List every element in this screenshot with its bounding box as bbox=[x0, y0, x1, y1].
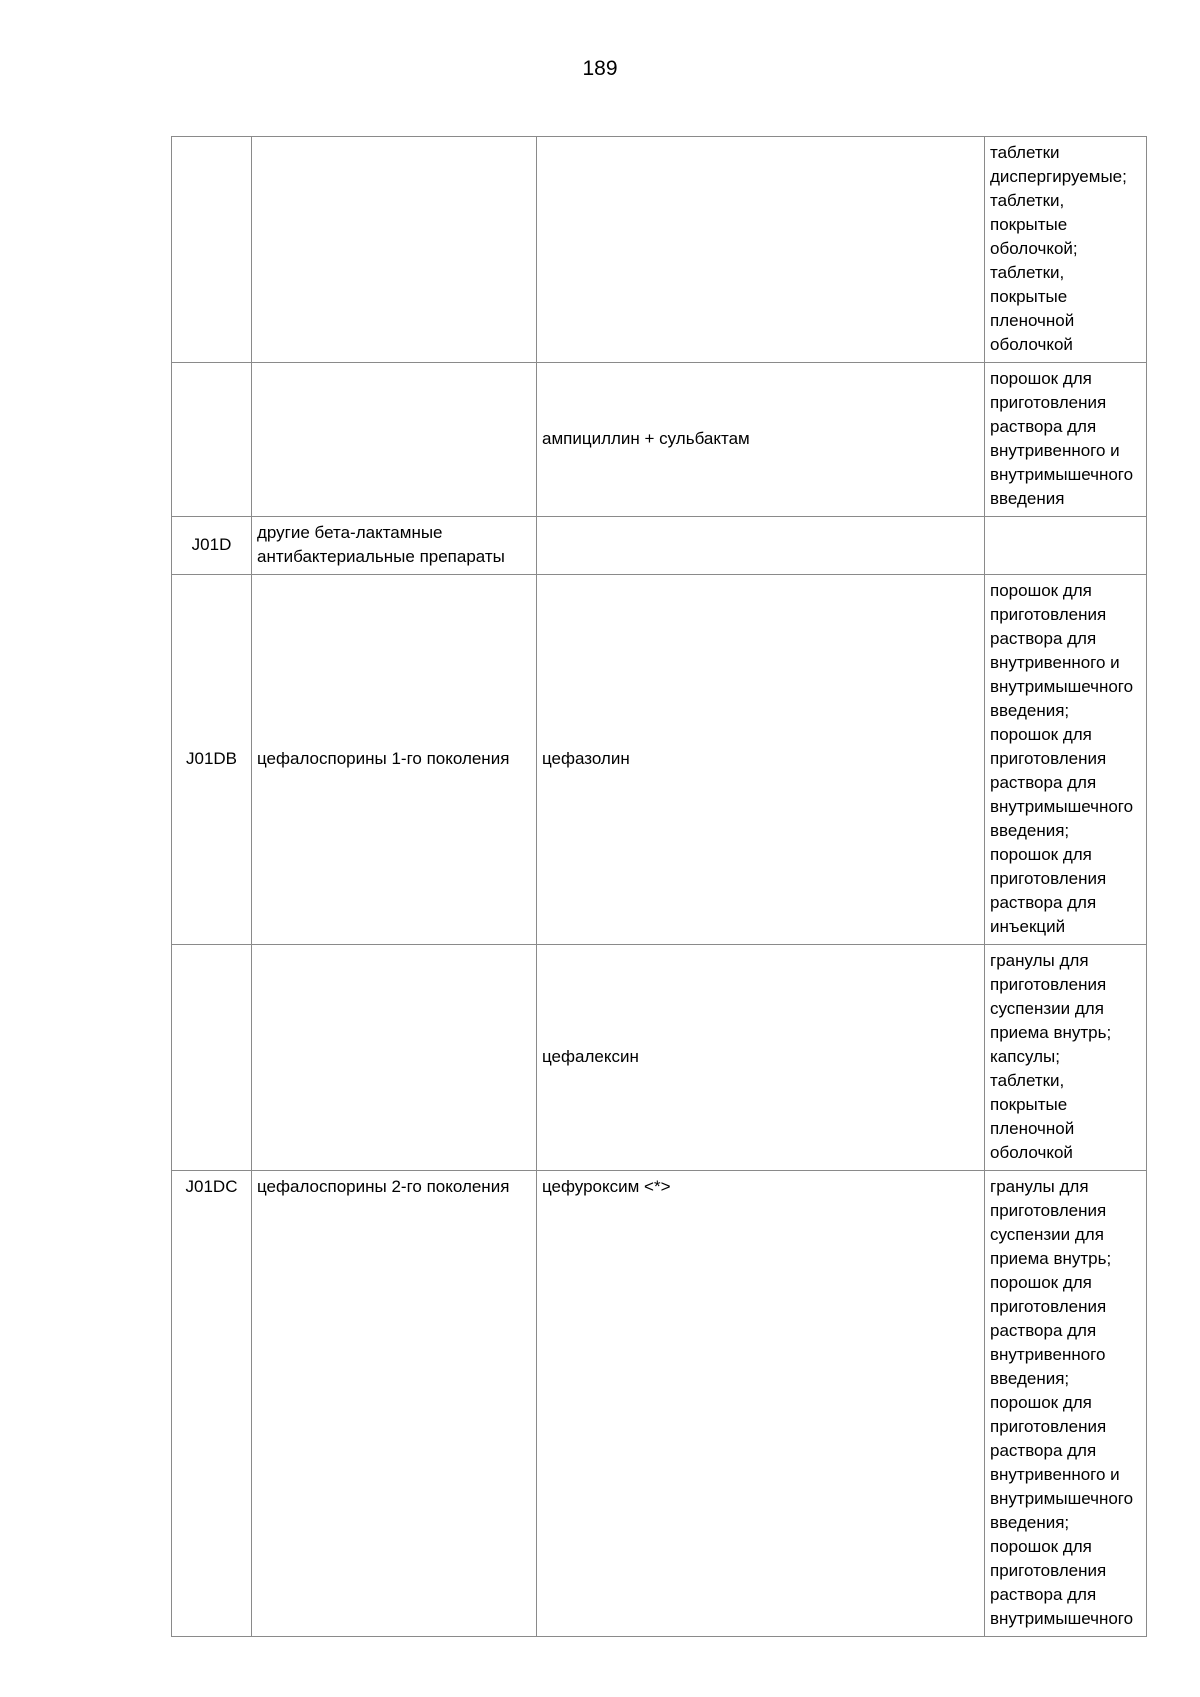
dosage-form-line: покрытые bbox=[990, 287, 1068, 306]
dosage-form-line: таблетки, bbox=[990, 263, 1065, 282]
group-cell: другие бета-лактамные антибактериальные препараты bbox=[252, 517, 537, 575]
dosage-form-line: таблетки, bbox=[990, 191, 1065, 210]
atc-code-cell: J01DB bbox=[172, 575, 252, 945]
dosage-form-line: таблетки, bbox=[990, 1071, 1065, 1090]
dosage-form-line: суспензии для bbox=[990, 999, 1104, 1018]
substance-cell: цефалексин bbox=[537, 945, 985, 1171]
substance-cell bbox=[537, 517, 985, 575]
atc-code-cell: J01DC bbox=[172, 1171, 252, 1637]
dosage-form-line: порошок для bbox=[990, 369, 1092, 388]
dosage-form-line: порошок для bbox=[990, 1393, 1092, 1412]
dosage-form-line: внутримышечного bbox=[990, 1609, 1134, 1628]
substance-cell: ампициллин + сульбактам bbox=[537, 363, 985, 517]
dosage-form-line: раствора для bbox=[990, 629, 1097, 648]
dosage-form-line: внутримышечного bbox=[990, 797, 1134, 816]
dosage-form-line: приготовления bbox=[990, 975, 1107, 994]
dosage-form-line: суспензии для bbox=[990, 1225, 1104, 1244]
dosage-forms-cell bbox=[985, 517, 1147, 575]
dosage-form-line: введения; bbox=[990, 1513, 1070, 1532]
dosage-form-line: раствора для bbox=[990, 773, 1097, 792]
dosage-form-line: гранулы для bbox=[990, 951, 1089, 970]
dosage-form-line: введения; bbox=[990, 1369, 1070, 1388]
dosage-form-line: внутривенного и bbox=[990, 441, 1120, 460]
dosage-forms-lines bbox=[990, 579, 1141, 939]
dosage-forms-cell bbox=[985, 575, 1147, 945]
table-row bbox=[172, 1171, 1147, 1637]
atc-code-cell bbox=[172, 363, 252, 517]
substance-cell: цефазолин bbox=[537, 575, 985, 945]
dosage-form-line: внутримышечного bbox=[990, 677, 1134, 696]
dosage-forms-lines bbox=[990, 367, 1141, 511]
group-cell bbox=[252, 945, 537, 1171]
dosage-form-line: пленочной bbox=[990, 1119, 1075, 1138]
atc-code-cell bbox=[172, 137, 252, 363]
dosage-form-line: введения bbox=[990, 489, 1065, 508]
dosage-forms-cell bbox=[985, 945, 1147, 1171]
dosage-form-line: приготовления bbox=[990, 869, 1107, 888]
dosage-form-line: оболочкой bbox=[990, 1143, 1073, 1162]
dosage-form-line: порошок для bbox=[990, 845, 1092, 864]
dosage-form-line: внутривенного bbox=[990, 1345, 1106, 1364]
dosage-form-line: покрытые bbox=[990, 215, 1068, 234]
table-row bbox=[172, 137, 1147, 363]
dosage-form-line: внутримышечного bbox=[990, 1489, 1134, 1508]
atc-code-cell bbox=[172, 945, 252, 1171]
substance-cell: цефуроксим <*> bbox=[537, 1171, 985, 1637]
dosage-form-line: диспергируемые; bbox=[990, 167, 1127, 186]
dosage-form-line: введения; bbox=[990, 701, 1070, 720]
dosage-form-line: внутримышечного bbox=[990, 465, 1134, 484]
dosage-form-line: раствора для bbox=[990, 1321, 1097, 1340]
dosage-form-line: введения; bbox=[990, 821, 1070, 840]
dosage-form-line: приема внутрь; bbox=[990, 1249, 1112, 1268]
dosage-form-line: капсулы; bbox=[990, 1047, 1060, 1066]
group-cell: цефалоспорины 1-го поколения bbox=[252, 575, 537, 945]
dosage-form-line: порошок для bbox=[990, 1273, 1092, 1292]
dosage-form-line: внутривенного и bbox=[990, 1465, 1120, 1484]
table-row bbox=[172, 575, 1147, 945]
dosage-form-line: приготовления bbox=[990, 393, 1107, 412]
dosage-forms-lines bbox=[990, 949, 1141, 1165]
dosage-form-line: приготовления bbox=[990, 1561, 1107, 1580]
atc-code-cell: J01D bbox=[172, 517, 252, 575]
group-cell bbox=[252, 137, 537, 363]
substance-cell bbox=[537, 137, 985, 363]
dosage-form-line: раствора для bbox=[990, 893, 1097, 912]
dosage-form-line: приготовления bbox=[990, 1417, 1107, 1436]
dosage-form-line: таблетки bbox=[990, 143, 1060, 162]
dosage-forms-lines bbox=[990, 1175, 1141, 1631]
dosage-form-line: приготовления bbox=[990, 1297, 1107, 1316]
dosage-form-line: покрытые bbox=[990, 1095, 1068, 1114]
dosage-forms-lines bbox=[990, 141, 1141, 357]
group-cell: цефалоспорины 2-го поколения bbox=[252, 1171, 537, 1637]
dosage-form-line: оболочкой; bbox=[990, 239, 1078, 258]
dosage-forms-cell bbox=[985, 1171, 1147, 1637]
dosage-form-line: раствора для bbox=[990, 1585, 1097, 1604]
group-cell bbox=[252, 363, 537, 517]
dosage-form-line: внутривенного и bbox=[990, 653, 1120, 672]
dosage-form-line: раствора для bbox=[990, 417, 1097, 436]
dosage-form-line: приготовления bbox=[990, 1201, 1107, 1220]
table-row bbox=[172, 363, 1147, 517]
table-row bbox=[172, 517, 1147, 575]
dosage-form-line: гранулы для bbox=[990, 1177, 1089, 1196]
dosage-form-line: порошок для bbox=[990, 725, 1092, 744]
page-number: 189 bbox=[582, 57, 618, 80]
dosage-form-line: инъекций bbox=[990, 917, 1066, 936]
table-row bbox=[172, 945, 1147, 1171]
dosage-form-line: оболочкой bbox=[990, 335, 1073, 354]
dosage-form-line: приготовления bbox=[990, 605, 1107, 624]
dosage-form-line: приготовления bbox=[990, 749, 1107, 768]
drug-table bbox=[171, 136, 1147, 1637]
dosage-forms-cell bbox=[985, 137, 1147, 363]
dosage-form-line: раствора для bbox=[990, 1441, 1097, 1460]
dosage-forms-cell bbox=[985, 363, 1147, 517]
dosage-form-line: порошок для bbox=[990, 581, 1092, 600]
dosage-form-line: приема внутрь; bbox=[990, 1023, 1112, 1042]
dosage-form-line: пленочной bbox=[990, 311, 1075, 330]
dosage-form-line: порошок для bbox=[990, 1537, 1092, 1556]
